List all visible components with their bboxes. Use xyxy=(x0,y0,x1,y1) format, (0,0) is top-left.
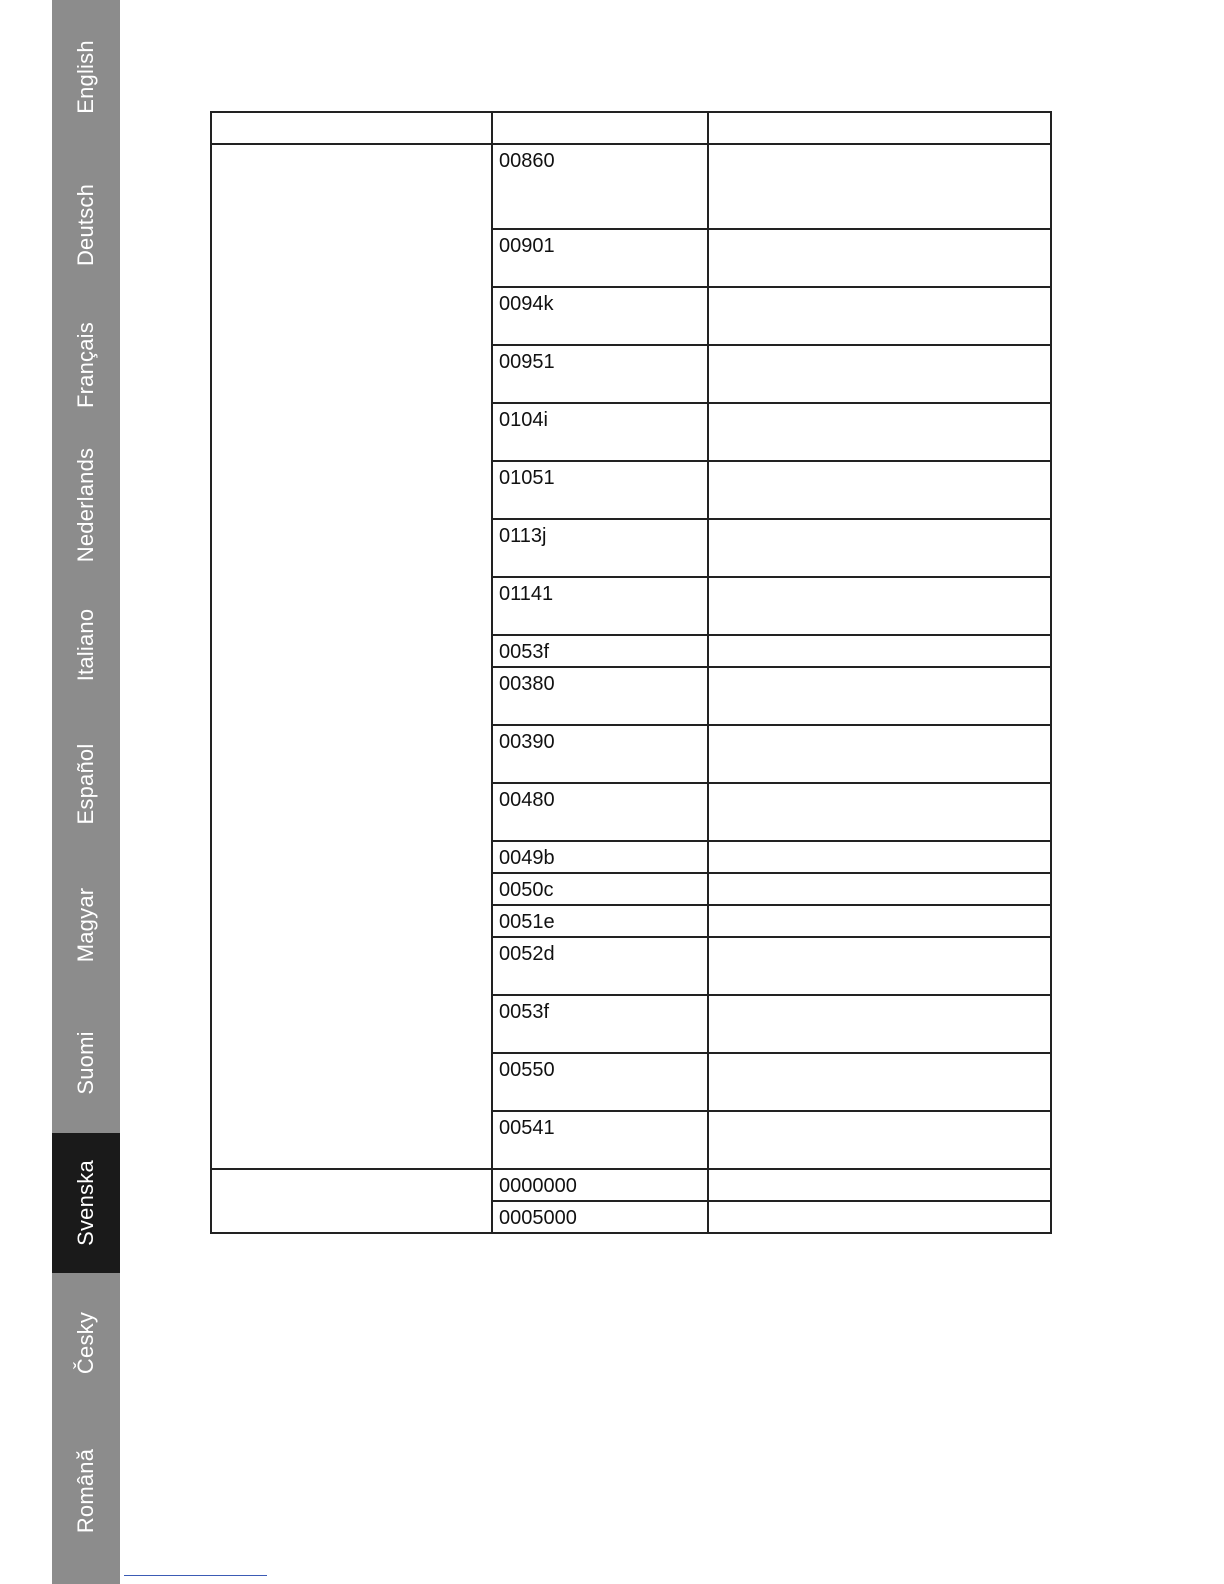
description-cell xyxy=(708,287,1051,345)
lang-tab-romana[interactable] xyxy=(52,1413,120,1584)
header-cell xyxy=(492,112,708,144)
description-cell xyxy=(708,937,1051,995)
footer-link-underline xyxy=(124,1575,267,1576)
code-table xyxy=(210,111,1052,1234)
lang-label-nederlands: Nederlands xyxy=(73,447,98,563)
lang-tab-magyar[interactable] xyxy=(52,858,120,998)
code-cell: 0051e xyxy=(492,905,708,937)
description-cell xyxy=(708,1053,1051,1111)
description-cell xyxy=(708,995,1051,1053)
code-cell: 00951 xyxy=(492,345,708,403)
code-cell: 00390 xyxy=(492,725,708,783)
group-cell xyxy=(211,1169,492,1233)
code-cell: 0005000 xyxy=(492,1201,708,1233)
description-cell xyxy=(708,144,1051,229)
code-cell: 00860 xyxy=(492,144,708,229)
code-cell: 00380 xyxy=(492,667,708,725)
description-cell xyxy=(708,841,1051,873)
description-cell xyxy=(708,1111,1051,1169)
table-header-row xyxy=(211,112,1051,144)
description-cell xyxy=(708,577,1051,635)
code-cell: 0052d xyxy=(492,937,708,995)
lang-tab-english[interactable] xyxy=(52,0,120,145)
code-cell: 0094k xyxy=(492,287,708,345)
lang-tab-nederlands[interactable] xyxy=(52,430,120,578)
lang-label-suomi: Suomi xyxy=(73,1031,98,1095)
lang-label-italiano: Italiano xyxy=(73,608,98,682)
header-cell xyxy=(211,112,492,144)
lang-label-magyar: Magyar xyxy=(73,887,98,963)
code-cell: 01051 xyxy=(492,461,708,519)
code-cell: 0050c xyxy=(492,873,708,905)
lang-tab-espanol[interactable] xyxy=(52,718,120,858)
code-cell: 00480 xyxy=(492,783,708,841)
code-cell: 00901 xyxy=(492,229,708,287)
code-cell: 0113j xyxy=(492,519,708,577)
description-cell xyxy=(708,725,1051,783)
language-sidebar xyxy=(52,0,120,1584)
lang-label-deutsch: Deutsch xyxy=(73,183,98,267)
lang-label-svenska: Svenska xyxy=(73,1160,98,1246)
description-cell xyxy=(708,667,1051,725)
description-cell xyxy=(708,519,1051,577)
code-cell: 00541 xyxy=(492,1111,708,1169)
description-cell xyxy=(708,461,1051,519)
description-cell xyxy=(708,905,1051,937)
table-row xyxy=(211,144,1051,229)
description-cell xyxy=(708,1169,1051,1201)
code-cell: 0000000 xyxy=(492,1169,708,1201)
lang-label-cesky: Česky xyxy=(73,1311,98,1375)
code-cell: 0049b xyxy=(492,841,708,873)
description-cell xyxy=(708,1201,1051,1233)
description-cell xyxy=(708,635,1051,667)
description-cell xyxy=(708,783,1051,841)
description-cell xyxy=(708,229,1051,287)
lang-tab-cesky[interactable] xyxy=(52,1273,120,1413)
description-cell xyxy=(708,873,1051,905)
lang-label-espanol: Español xyxy=(73,743,98,825)
code-cell: 0053f xyxy=(492,635,708,667)
lang-tab-francais[interactable] xyxy=(52,290,120,430)
lang-tab-svenska[interactable] xyxy=(52,1133,120,1273)
code-cell: 0053f xyxy=(492,995,708,1053)
code-cell: 00550 xyxy=(492,1053,708,1111)
header-cell xyxy=(708,112,1051,144)
lang-tab-suomi[interactable] xyxy=(52,998,120,1133)
lang-label-english: English xyxy=(73,40,98,114)
lang-tab-italiano[interactable] xyxy=(52,578,120,718)
description-cell xyxy=(708,403,1051,461)
lang-label-francais: Français xyxy=(73,322,98,408)
description-cell xyxy=(708,345,1051,403)
lang-label-romana: Română xyxy=(73,1448,98,1534)
code-cell: 01141 xyxy=(492,577,708,635)
table-row xyxy=(211,1169,1051,1201)
group-cell xyxy=(211,144,492,1169)
code-cell: 0104i xyxy=(492,403,708,461)
lang-tab-deutsch[interactable] xyxy=(52,145,120,290)
